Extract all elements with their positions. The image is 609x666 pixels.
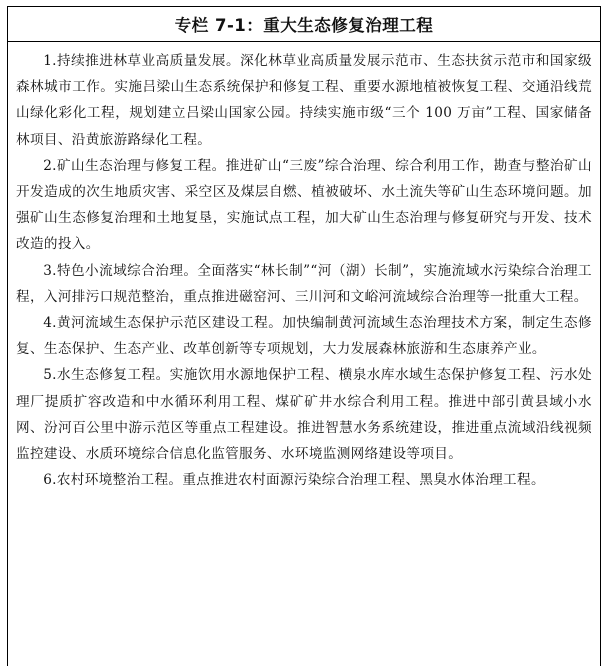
- item-5: 5.水生态修复工程。实施饮用水源地保护工程、横泉水库水域生态保护修复工程、污水处理厂提质扩容改造和中水循环利用工程、煤矿矿井水综合利用工程。推进中部引黄县域小水网、汾河百公里中游示范区等重点工程建设。推进智慧水务系统建设，推进重点流域沿线视频监控建设、水质环境综合信息化监管服务、水环境监测网络建设等项目。: [16, 367, 592, 463]
- box-title: 专栏 7-1：重大生态修复治理工程: [174, 16, 434, 35]
- feature-box: [7, 6, 601, 666]
- box-content: [8, 42, 600, 493]
- item-6: 6.农村环境整治工程。重点推进农村面源污染综合治理工程、黑臭水体治理工程。: [43, 472, 545, 489]
- item-3: 3.特色小流域综合治理。全面落实“林长制”“河（湖）长制”，实施流域水污染综合治理工程，入河排污口规范整治，重点推进磁窑河、三川河和文峪河流域综合治理等一批重大工程。: [16, 262, 592, 305]
- title-row: [8, 7, 600, 42]
- item-4: 4.黄河流域生态保护示范区建设工程。加快编制黄河流域生态治理技术方案，制定生态修复、生态保护、生态产业、改革创新等专项规划，大力发展森林旅游和生态康养产业。: [16, 315, 592, 358]
- item-1: 1.持续推进林草业高质量发展。深化林草业高质量发展示范市、生态扶贫示范市和国家级森林城市工作。实施吕梁山生态系统保护和修复工程、重要水源地植被恢复工程、交通沿线荒山绿化彩化工程，规划建立吕梁山国家公园。持续实施市级“三个 100 万亩”工程、国家储备林项目、沿黄旅游路绿化工程。: [16, 53, 592, 148]
- item-2: 2.矿山生态治理与修复工程。推进矿山“三废”综合治理、综合利用工作，勘查与整治矿山开发造成的次生地质灾害、采空区及煤层自燃、植被破坏、水土流失等矿山生态环境问题。加强矿山生态修复治理和土地复垦，实施试点工程，加大矿山生态治理与修复研究与开发、技术改造的投入。: [16, 157, 592, 253]
